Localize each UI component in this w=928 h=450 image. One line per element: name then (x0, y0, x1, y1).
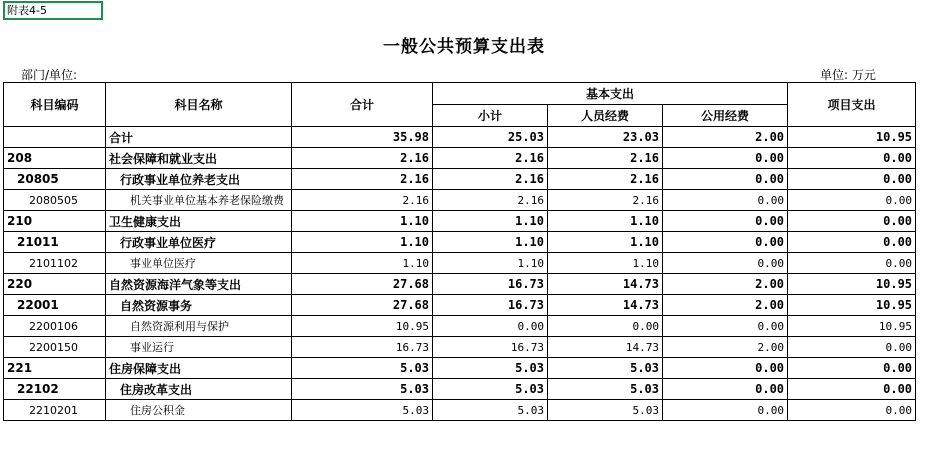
cell-code[interactable]: 2200150 (4, 337, 106, 358)
cell-public[interactable]: 0.00 (663, 253, 788, 274)
cell-personnel[interactable]: 2.16 (548, 148, 663, 169)
header-name: 科目名称 (106, 83, 292, 127)
cell-public[interactable]: 0.00 (663, 190, 788, 211)
cell-subtotal[interactable]: 1.10 (433, 232, 548, 253)
cell-subtotal[interactable]: 2.16 (433, 190, 548, 211)
cell-project[interactable]: 10.95 (788, 274, 916, 295)
cell-code[interactable]: 2080505 (4, 190, 106, 211)
cell-total[interactable]: 1.10 (292, 211, 433, 232)
table-row (4, 253, 916, 274)
cell-total[interactable]: 2.16 (292, 169, 433, 190)
cell-project[interactable]: 0.00 (788, 400, 916, 421)
cell-code[interactable]: 210 (4, 211, 106, 232)
cell-name[interactable]: 合计 (106, 127, 292, 148)
cell-subtotal[interactable]: 25.03 (433, 127, 548, 148)
cell-project[interactable]: 0.00 (788, 379, 916, 400)
cell-subtotal[interactable]: 2.16 (433, 148, 548, 169)
cell-total[interactable]: 10.95 (292, 316, 433, 337)
cell-project[interactable]: 0.00 (788, 232, 916, 253)
cell-total[interactable]: 27.68 (292, 274, 433, 295)
budget-table (3, 82, 916, 421)
cell-public[interactable]: 0.00 (663, 379, 788, 400)
page-title: 一般公共预算支出表 (383, 37, 545, 57)
cell-public[interactable]: 0.00 (663, 400, 788, 421)
cell-name[interactable]: 机关事业单位基本养老保险缴费 (106, 190, 292, 211)
table-row (4, 295, 916, 316)
cell-subtotal[interactable]: 16.73 (433, 274, 548, 295)
header-personnel: 人员经费 (548, 105, 663, 127)
cell-code[interactable]: 22102 (4, 379, 106, 400)
unit-label: 单位: 万元 (820, 68, 876, 82)
cell-project[interactable]: 10.95 (788, 295, 916, 316)
table-row (4, 337, 916, 358)
cell-name[interactable]: 事业运行 (106, 337, 292, 358)
cell-name[interactable]: 住房改革支出 (106, 379, 292, 400)
table-row (4, 316, 916, 337)
cell-personnel[interactable]: 5.03 (548, 379, 663, 400)
cell-total[interactable]: 27.68 (292, 295, 433, 316)
cell-code[interactable]: 208 (4, 148, 106, 169)
header-code: 科目编码 (4, 83, 106, 127)
cell-personnel[interactable]: 5.03 (548, 400, 663, 421)
cell-name[interactable]: 住房保障支出 (106, 358, 292, 379)
cell-personnel[interactable]: 14.73 (548, 295, 663, 316)
table-row (4, 211, 916, 232)
header-public: 公用经费 (663, 105, 788, 127)
cell-code[interactable]: 2200106 (4, 316, 106, 337)
cell-total[interactable]: 1.10 (292, 232, 433, 253)
cell-personnel[interactable]: 5.03 (548, 358, 663, 379)
cell-subtotal[interactable]: 5.03 (433, 379, 548, 400)
cell-total[interactable]: 16.73 (292, 337, 433, 358)
cell-code[interactable] (4, 127, 106, 148)
cell-public[interactable]: 0.00 (663, 232, 788, 253)
cell-code[interactable]: 20805 (4, 169, 106, 190)
cell-code[interactable]: 2101102 (4, 253, 106, 274)
cell-total[interactable]: 2.16 (292, 148, 433, 169)
cell-total[interactable]: 5.03 (292, 358, 433, 379)
dept-label: 部门/单位: (21, 68, 78, 82)
table-body (4, 127, 916, 421)
cell-project[interactable]: 0.00 (788, 148, 916, 169)
cell-total[interactable]: 5.03 (292, 379, 433, 400)
table-row (4, 400, 916, 421)
cell-personnel[interactable]: 1.10 (548, 253, 663, 274)
cell-public[interactable]: 0.00 (663, 316, 788, 337)
cell-project[interactable]: 0.00 (788, 190, 916, 211)
table-row (4, 274, 916, 295)
header-basic: 基本支出 (433, 83, 788, 105)
cell-personnel[interactable]: 23.03 (548, 127, 663, 148)
cell-public[interactable]: 2.00 (663, 295, 788, 316)
cell-total[interactable]: 2.16 (292, 190, 433, 211)
cell-project[interactable]: 10.95 (788, 316, 916, 337)
cell-code[interactable]: 221 (4, 358, 106, 379)
cell-personnel[interactable]: 1.10 (548, 211, 663, 232)
cell-code[interactable]: 22001 (4, 295, 106, 316)
cell-subtotal[interactable]: 0.00 (433, 316, 548, 337)
cell-personnel[interactable]: 14.73 (548, 337, 663, 358)
cell-name[interactable]: 住房公积金 (106, 400, 292, 421)
header-project: 项目支出 (788, 83, 916, 127)
cell-total[interactable]: 35.98 (292, 127, 433, 148)
cell-name[interactable]: 自然资源利用与保护 (106, 316, 292, 337)
table-row (4, 127, 916, 148)
cell-personnel[interactable]: 1.10 (548, 232, 663, 253)
table-row (4, 232, 916, 253)
cell-name[interactable]: 行政事业单位养老支出 (106, 169, 292, 190)
cell-subtotal[interactable]: 16.73 (433, 337, 548, 358)
cell-public[interactable]: 0.00 (663, 169, 788, 190)
cell-project[interactable]: 0.00 (788, 169, 916, 190)
cell-public[interactable]: 0.00 (663, 211, 788, 232)
cell-subtotal[interactable]: 2.16 (433, 169, 548, 190)
cell-name[interactable]: 自然资源海洋气象等支出 (106, 274, 292, 295)
cell-code[interactable]: 220 (4, 274, 106, 295)
table-row (4, 190, 916, 211)
cell-project[interactable]: 10.95 (788, 127, 916, 148)
cell-personnel[interactable]: 14.73 (548, 274, 663, 295)
table-row (4, 358, 916, 379)
cell-personnel[interactable]: 0.00 (548, 316, 663, 337)
cell-subtotal[interactable]: 16.73 (433, 295, 548, 316)
cell-total[interactable]: 1.10 (292, 253, 433, 274)
header-total: 合计 (292, 83, 433, 127)
table-row (4, 379, 916, 400)
table-row (4, 169, 916, 190)
cell-subtotal[interactable]: 1.10 (433, 211, 548, 232)
cell-project[interactable]: 0.00 (788, 337, 916, 358)
cell-public[interactable]: 2.00 (663, 274, 788, 295)
selected-cell-tag[interactable]: 附表4-5 (3, 1, 103, 20)
cell-subtotal[interactable]: 1.10 (433, 253, 548, 274)
cell-project[interactable]: 0.00 (788, 358, 916, 379)
cell-name[interactable]: 卫生健康支出 (106, 211, 292, 232)
cell-name[interactable]: 自然资源事务 (106, 295, 292, 316)
header-subtotal: 小计 (433, 105, 548, 127)
cell-personnel[interactable]: 2.16 (548, 169, 663, 190)
cell-code[interactable]: 21011 (4, 232, 106, 253)
cell-project[interactable]: 0.00 (788, 211, 916, 232)
table-row (4, 148, 916, 169)
cell-name[interactable]: 社会保障和就业支出 (106, 148, 292, 169)
cell-total[interactable]: 5.03 (292, 400, 433, 421)
cell-project[interactable]: 0.00 (788, 253, 916, 274)
cell-subtotal[interactable]: 5.03 (433, 358, 548, 379)
cell-public[interactable]: 2.00 (663, 127, 788, 148)
cell-code[interactable]: 2210201 (4, 400, 106, 421)
cell-personnel[interactable]: 2.16 (548, 190, 663, 211)
cell-public[interactable]: 0.00 (663, 148, 788, 169)
cell-public[interactable]: 2.00 (663, 337, 788, 358)
cell-subtotal[interactable]: 5.03 (433, 400, 548, 421)
cell-public[interactable]: 0.00 (663, 358, 788, 379)
cell-name[interactable]: 行政事业单位医疗 (106, 232, 292, 253)
cell-name[interactable]: 事业单位医疗 (106, 253, 292, 274)
